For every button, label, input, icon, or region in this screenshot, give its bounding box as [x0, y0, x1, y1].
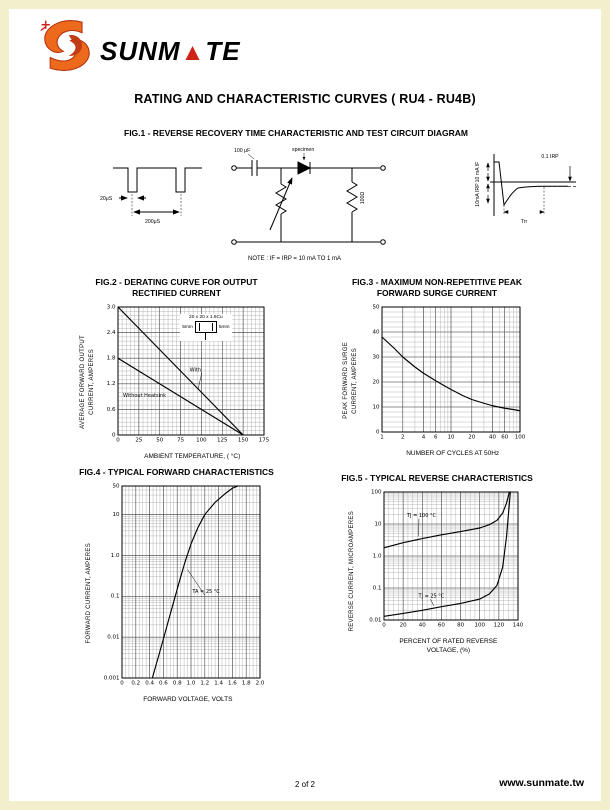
brand-accent-triangle-icon: ▲ [180, 39, 206, 66]
heatsink-dim-left: 5mm [182, 324, 193, 330]
fig1-caption: FIG.1 - REVERSE RECOVERY TIME CHARACTERISTIC AND TEST CIRCUIT DIAGRAM [124, 128, 468, 138]
fig4-x-axis-label: FORWARD VOLTAGE, VOLTS [143, 696, 233, 704]
heatsink-plate-icon [195, 321, 217, 333]
fig4-forward-chart [94, 481, 268, 695]
fig5-caption: FIG.5 - TYPICAL REVERSE CHARACTERISTICS [341, 473, 533, 483]
fig2-y-axis-label2: CURRENT, AMPERES [88, 349, 95, 415]
fig5-x-axis-label: PERCENT OF RATED REVERSE VOLTAGE, (%) [399, 638, 498, 654]
fig3-block [328, 277, 546, 459]
recovery-level-label: 0.1 IRP [541, 154, 559, 160]
capacitor-value-label: 100 μF [234, 148, 251, 154]
fig2-y-axis-label: AVERAGE FORWARD OUTPUT [79, 335, 86, 429]
fig3-y-axis-label2: CURRENT, AMPERES [352, 347, 358, 414]
fig5-reverse-chart [356, 487, 526, 637]
circuit-note: NOTE : IF = IRP = 10 mA TO 1 mA [248, 256, 342, 262]
fig3-surge-chart [360, 302, 532, 449]
heatsink-lead-line [205, 333, 206, 340]
brand-text-post: TE [205, 36, 241, 66]
logo-sparkle-icon [41, 21, 49, 30]
heatsink-size-label: 20 x 20 x 1.6Cu [189, 315, 223, 321]
fig4-caption: FIG.4 - TYPICAL FORWARD CHARACTERISTICS [79, 467, 274, 477]
pulse-width-label: 20μS [100, 196, 113, 202]
resistor-value-label: 100Ω [360, 191, 366, 205]
fig4-y-axis-label: FORWARD CURRENT, AMPERES [86, 542, 93, 644]
fig2-caption: FIG.2 - DERATING CURVE FOR OUTPUT RECTIFIED CURRENT [95, 277, 258, 299]
website-url: www.sunmate.tw [499, 777, 584, 789]
if-scale-label: 10 mA IF [475, 161, 481, 183]
pulse-period-label: 200μS [145, 219, 161, 225]
specimen-label: specimen [292, 147, 315, 153]
fig5-block [328, 473, 546, 656]
fig2-block [64, 277, 289, 462]
recovery-waveform [488, 154, 576, 216]
fig2-x-axis-label: AMBIENT TEMPERATURE, ( °C) [144, 453, 241, 461]
irp-scale-label: 10mA IRP [475, 183, 481, 207]
fig1-circuit-diagram [98, 142, 580, 276]
heatsink-dim-right: 5mm [218, 324, 230, 330]
page-number: 2 of 2 [294, 780, 315, 789]
fig3-y-axis-label: PEAK FORWARD SURGE [343, 342, 350, 419]
brand-wordmark [100, 36, 241, 67]
fig5-y-axis-label: REVERSE CURRENT, MICROAMPERES [348, 511, 355, 632]
fig3-caption: FIG.3 - MAXIMUM NON-REPETITIVE PEAK FORWARD SURGE CURRENT [351, 277, 522, 299]
fig3-x-axis-label: NUMBER OF CYCLES AT 50Hz [406, 450, 500, 458]
page-title: RATING AND CHARACTERISTIC CURVES ( RU4 - RU4B) [134, 92, 476, 106]
input-pulse-waveform [113, 168, 202, 216]
sunmate-logo-icon [36, 16, 98, 76]
fig2-heatsink-inset [180, 314, 231, 341]
trr-label: Trr [520, 219, 528, 225]
brand-text-pre: SUNM [100, 36, 181, 66]
fig4-block [64, 467, 289, 705]
